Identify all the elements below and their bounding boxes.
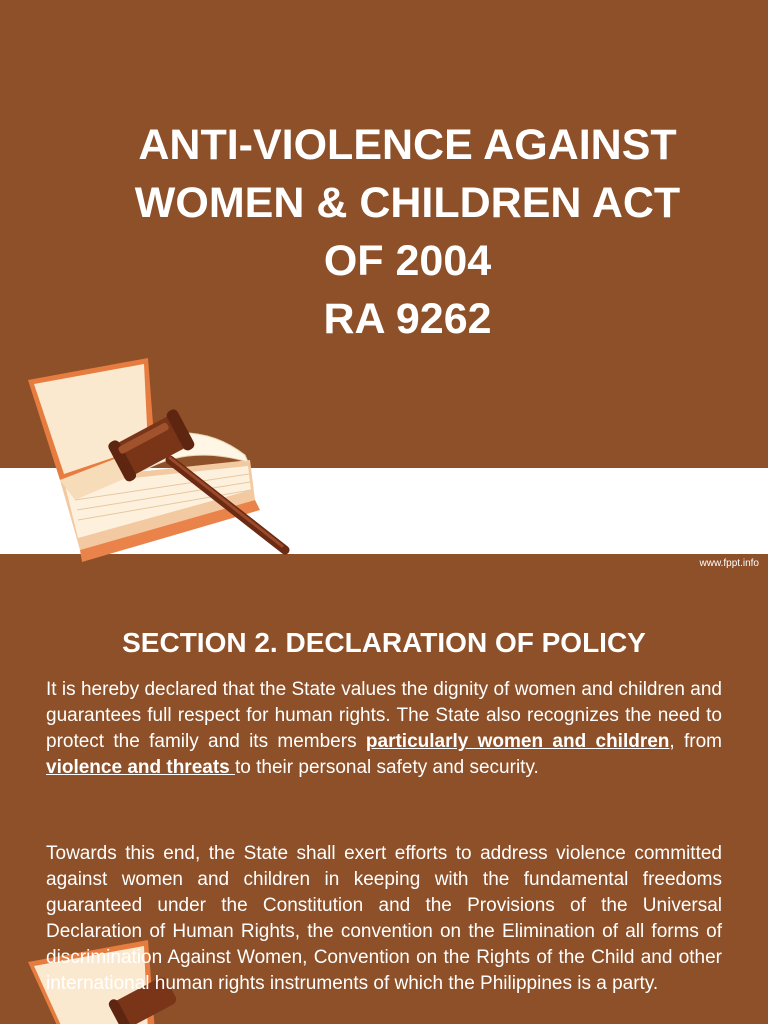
section-heading: SECTION 2. DECLARATION OF POLICY <box>122 627 646 658</box>
site-credit: www.fppt.info <box>699 558 759 569</box>
title-line: ANTI-VIOLENCE AGAINST <box>138 121 677 169</box>
title-line: OF 2004 <box>323 237 492 285</box>
emphasis-women-children: particularly women and children <box>365 731 670 752</box>
policy-paragraph-1 <box>46 677 722 781</box>
para1-text: It is hereby declared that the State values the dignity of women and children and guarantees full respect for human rights. The State also recognizes the need to protect the family and its members <box>46 679 722 752</box>
para1-text: , from <box>669 731 722 752</box>
title-line: RA 9262 <box>323 295 492 343</box>
slide-title <box>80 116 735 348</box>
title-line: WOMEN & CHILDREN ACT <box>134 179 681 227</box>
policy-paragraph-2: Towards this end, the State shall exert efforts to address violence committed against women and children in keeping with the fundamental freedoms guaranteed under the Constitution and the Provisions of the Universal Declaration of Human Rights, the convention on the Elimination of all forms of discrimination Against Women, Convention on the Rights of the Child and other international human rights instruments of which the Philippines is a party. <box>46 843 722 994</box>
emphasis-violence-threats: violence and threats <box>46 757 236 778</box>
para1-text: to their personal safety and security. <box>235 757 539 778</box>
gavel-icon <box>20 350 310 565</box>
policy-slide <box>0 577 768 1024</box>
